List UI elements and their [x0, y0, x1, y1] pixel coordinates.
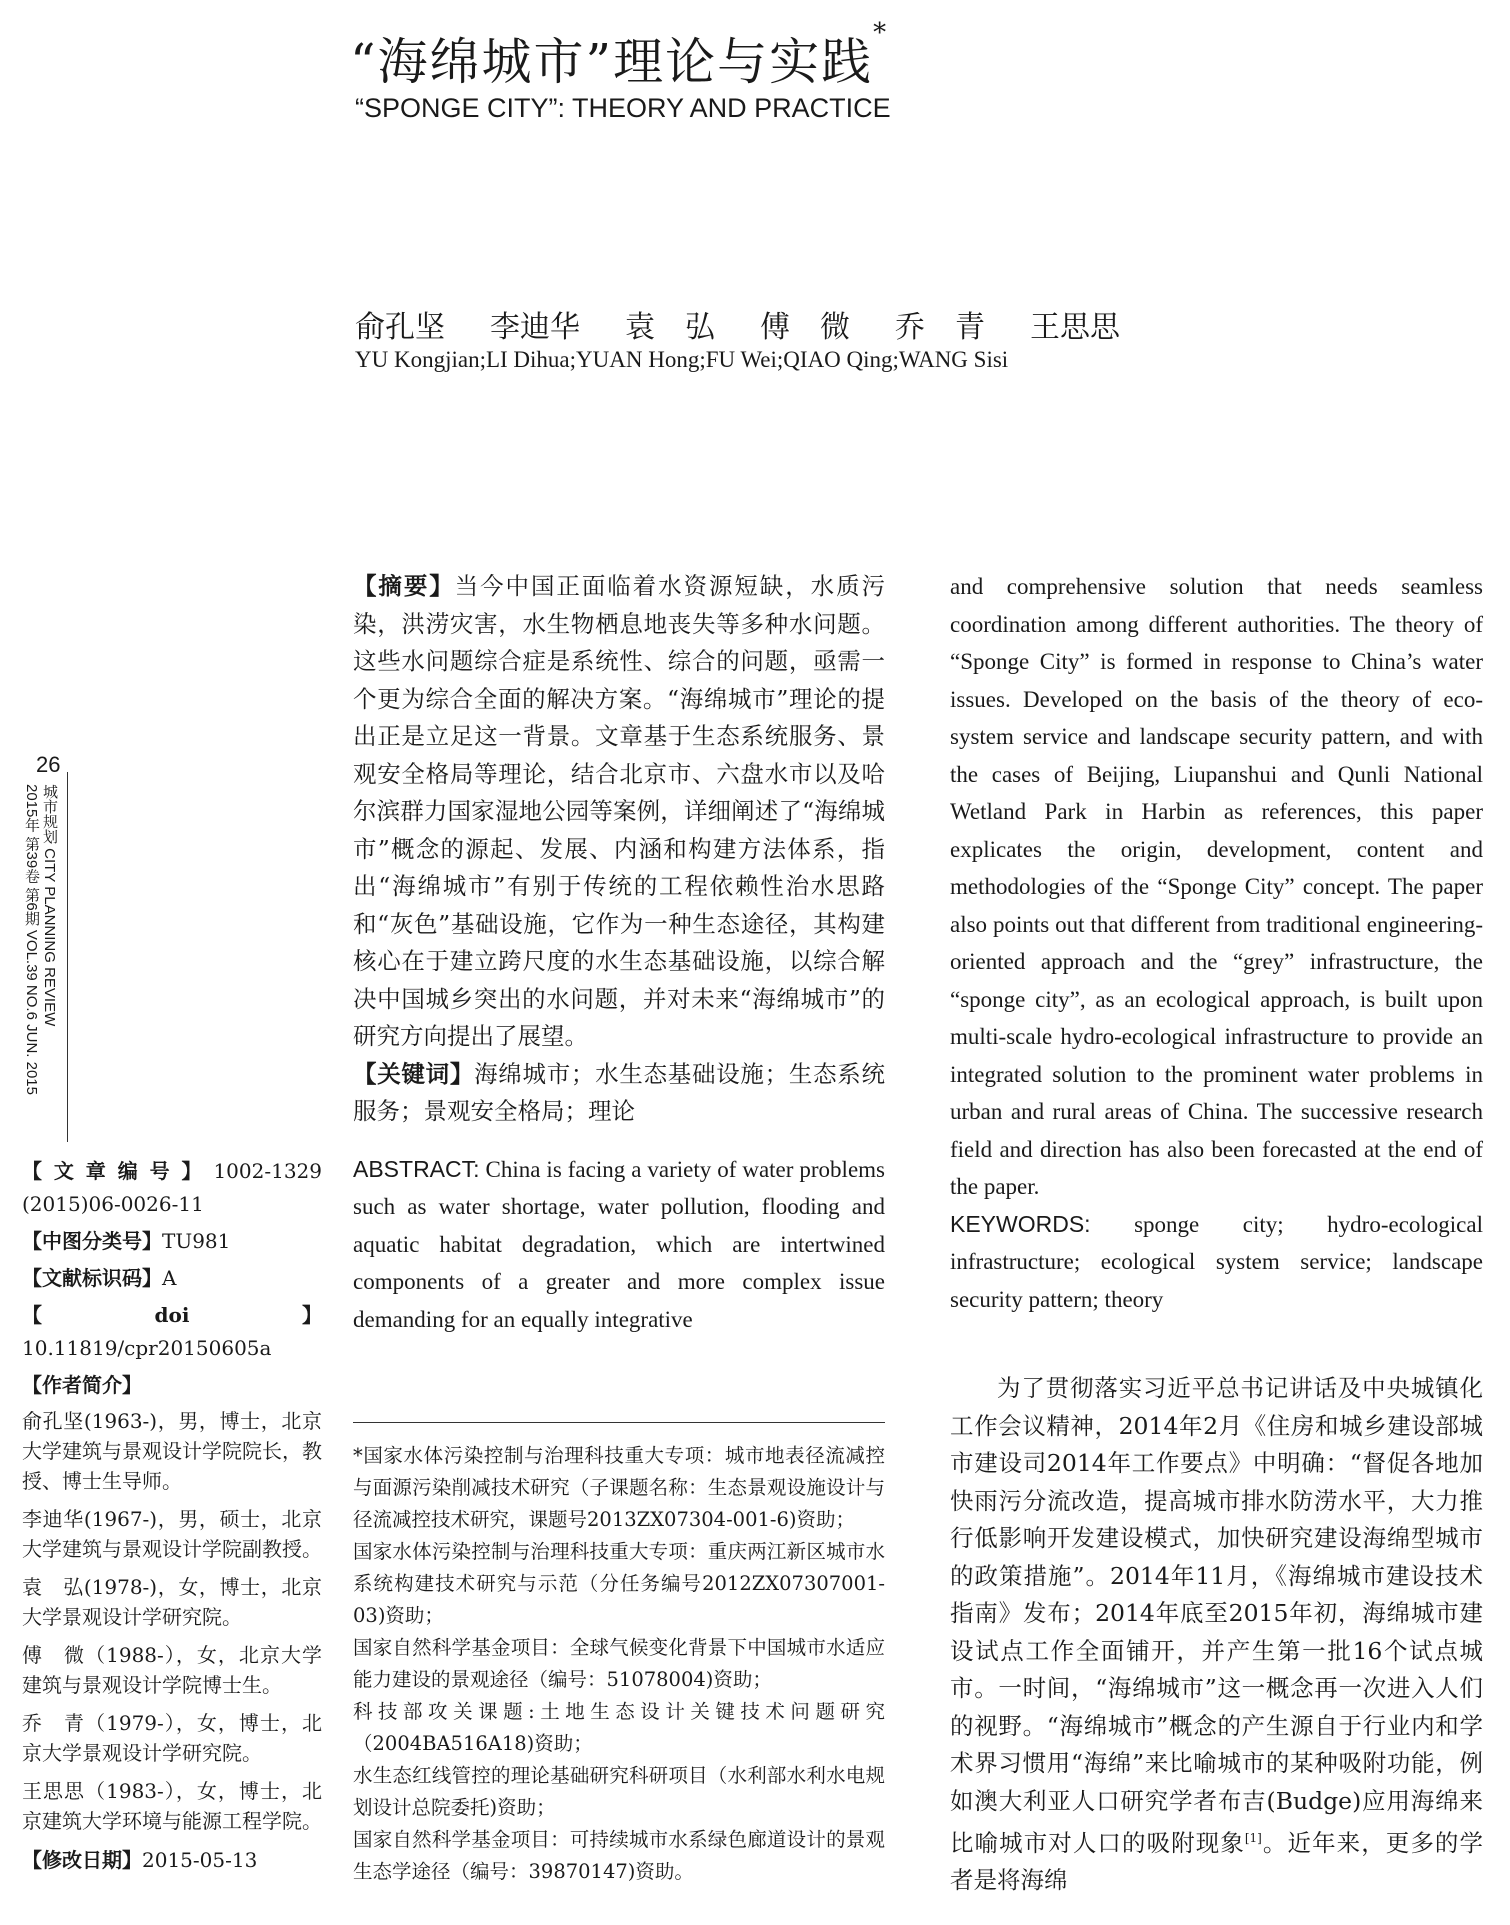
keywords-en: KEYWORDS: sponge city; hydro-ecological infrastructure; ecological system service; landscape security pattern; theory [950, 1210, 1483, 1312]
author-note: 俞孔坚(1963-)，男，博士，北京大学建筑与景观设计学院院长，教授、博士生导师。 [22, 1409, 322, 1493]
citation-ref[interactable]: [1] [1244, 1831, 1262, 1845]
abstract-en-continued: and comprehensive solution that needs seamless coordination among different authorities. The theory of “Sponge City” is formed in response to China’s water issues. Developed on the basis of the theory of eco-system service and landscape security pattern, and with the cases of Beijing, Liupanshui and Qunli National Wetland Park in Harbin as references, this paper explicates the origin, development, content and methodologies of the “Sponge City” concept. The paper also points out that different from traditional engineering-oriented approach and the “grey” infrastructure, the “sponge city”, as an ecological approach, is built upon multi-scale hydro-ecological infrastructure to provide an integrated solution to the prominent water problems in urban and rural areas of China. The successive research field and direction has also been forecasted at the end of the paper. [950, 574, 1483, 1199]
author-note: 李迪华(1967-)，男，硕士，北京大学建筑与景观设计学院副教授。 [22, 1507, 322, 1561]
document-code: 【文献标识码】A [22, 1266, 177, 1290]
keywords-cn: 【关键词】海绵城市；水生态基础设施；生态系统服务；景观安全格局；理论 [353, 1059, 886, 1125]
page-title [350, 18, 889, 94]
author-note: 王思思（1983-），女，博士，北京建筑大学环境与能源工程学院。 [22, 1779, 322, 1833]
author-note: 乔 青（1979-），女，博士，北京大学景观设计学研究院。 [22, 1711, 322, 1765]
author-name: 袁 弘 [625, 310, 715, 345]
author-list-cn [355, 302, 1165, 346]
author-name: 俞孔坚 [355, 310, 445, 345]
author-note: 袁 弘(1978-)，女，博士，北京大学景观设计学研究院。 [22, 1575, 322, 1629]
side-divider [67, 772, 68, 1142]
journal-name: 城市规划 CITY PLANNING REVIEW [41, 784, 58, 1027]
footnote: 科技部攻关课题:土地生态设计关键技术问题研究（2004BA516A18)资助； [353, 1700, 885, 1755]
footnote: 国家自然科学基金项目：可持续城市水系绿色廊道设计的景观生态学途径（编号：39870147)资助。 [353, 1828, 885, 1883]
article-meta-column [22, 1155, 322, 1881]
journal-info [24, 784, 58, 1144]
funding-footnotes [353, 1440, 885, 1888]
author-name: 傅 微 [760, 310, 850, 345]
footnote: 国家自然科学基金项目：全球气候变化背景下中国城市水适应能力建设的景观途径（编号：51078004)资助； [353, 1636, 885, 1691]
journal-issue: 2015年 第39卷 第6期 VOL.39 NO.6 JUN. 2015 [23, 784, 40, 1095]
article-number: 【文章编号】1002-1329 (2015)06-0026-11 [22, 1159, 322, 1216]
author-name: 李迪华 [490, 310, 580, 345]
body-paragraph: 为了贯彻落实习近平总书记讲话及中央城镇化工作会议精神，2014年2月《住房和城乡建设部城市建设司2014年工作要点》中明确：“督促各地加快雨污分流改造，提高城市排水防涝水平，大力推行低影响开发建设模式，加快研究建设海绵型城市的政策措施”。2014年11月，《海绵城市建设技术指南》发布；2014年底至2015年初，海绵城市建设试点工作全面铺开，并产生第一批16个试点城市。一时间，“海绵城市”这一概念再一次进入人们的视野。“海绵城市”概念的产生源自于行业内和学术界习惯用“海绵”来比喻城市的某种吸附功能，例如澳大利亚人口研究学者布吉(Budge)应用海绵来比喻城市对人口的吸附现象[1]。近年来，更多的学者是将海绵 [950, 1374, 1484, 1895]
body-column [950, 568, 1483, 1900]
author-note: 傅 微（1988-），女，北京大学建筑与景观设计学院博士生。 [22, 1643, 322, 1697]
author-name: 乔 青 [895, 310, 985, 345]
title-text: “海绵城市”理论与实践 [350, 33, 874, 91]
abstract-en: ABSTRACT: China is facing a variety of water problems such as water shortage, water pollution, flooding and aquatic habitat degradation, which are intertwined components of a greater and more complex issue demanding for an equally integrative [353, 1155, 885, 1332]
author-info-heading: 【作者简介】 [22, 1373, 142, 1397]
page-subtitle: “SPONGE CITY”: THEORY AND PRACTICE [355, 93, 891, 123]
author-list-en: YU Kongjian;LI Dihua;YUAN Hong;FU Wei;QIAO Qing;WANG Sisi [355, 347, 1009, 372]
revision-date: 【修改日期】2015-05-13 [22, 1848, 258, 1872]
page-number: 26 [36, 752, 61, 777]
classification-number: 【中图分类号】TU981 [22, 1229, 231, 1253]
abstract-column [353, 568, 885, 1338]
abstract-cn: 【摘要】当今中国正面临着水资源短缺，水质污染，洪涝灾害，水生物栖息地丧失等多种水问题。这些水问题综合症是系统性、综合的问题，亟需一个更为综合全面的解决方案。“海绵城市”理论的提出正是立足这一背景。文章基于生态系统服务、景观安全格局等理论，结合北京市、六盘水市以及哈尔滨群力国家湿地公园等案例，详细阐述了“海绵城市”概念的源起、发展、内涵和构建方法体系，指出“海绵城市”有别于传统的工程依赖性治水思路和“灰色”基础设施，它作为一种生态途径，其构建核心在于建立跨尺度的水生态基础设施，以综合解决中国城乡突出的水问题，并对未来“海绵城市”的研究方向提出了展望。 [353, 572, 886, 1050]
footnote: 水生态红线管控的理论基础研究科研项目（水利部水利水电规划设计总院委托)资助； [353, 1764, 885, 1819]
footnote: *国家水体污染控制与治理科技重大专项：城市地表径流减控与面源污染削减技术研究（子课题名称：生态景观设施设计与径流减控技术研究，课题号2013ZX07304-001-6)资助； [353, 1444, 885, 1531]
author-name: 王思思 [1030, 310, 1120, 345]
doi: 【doi】10.11819/cpr20150605a [22, 1303, 322, 1360]
title-footnote-mark: * [873, 18, 889, 48]
footnote-divider [353, 1422, 885, 1423]
footnote: 国家水体污染控制与治理科技重大专项：重庆两江新区城市水系统构建技术研究与示范（分任务编号2012ZX07307001-03)资助； [353, 1540, 885, 1627]
